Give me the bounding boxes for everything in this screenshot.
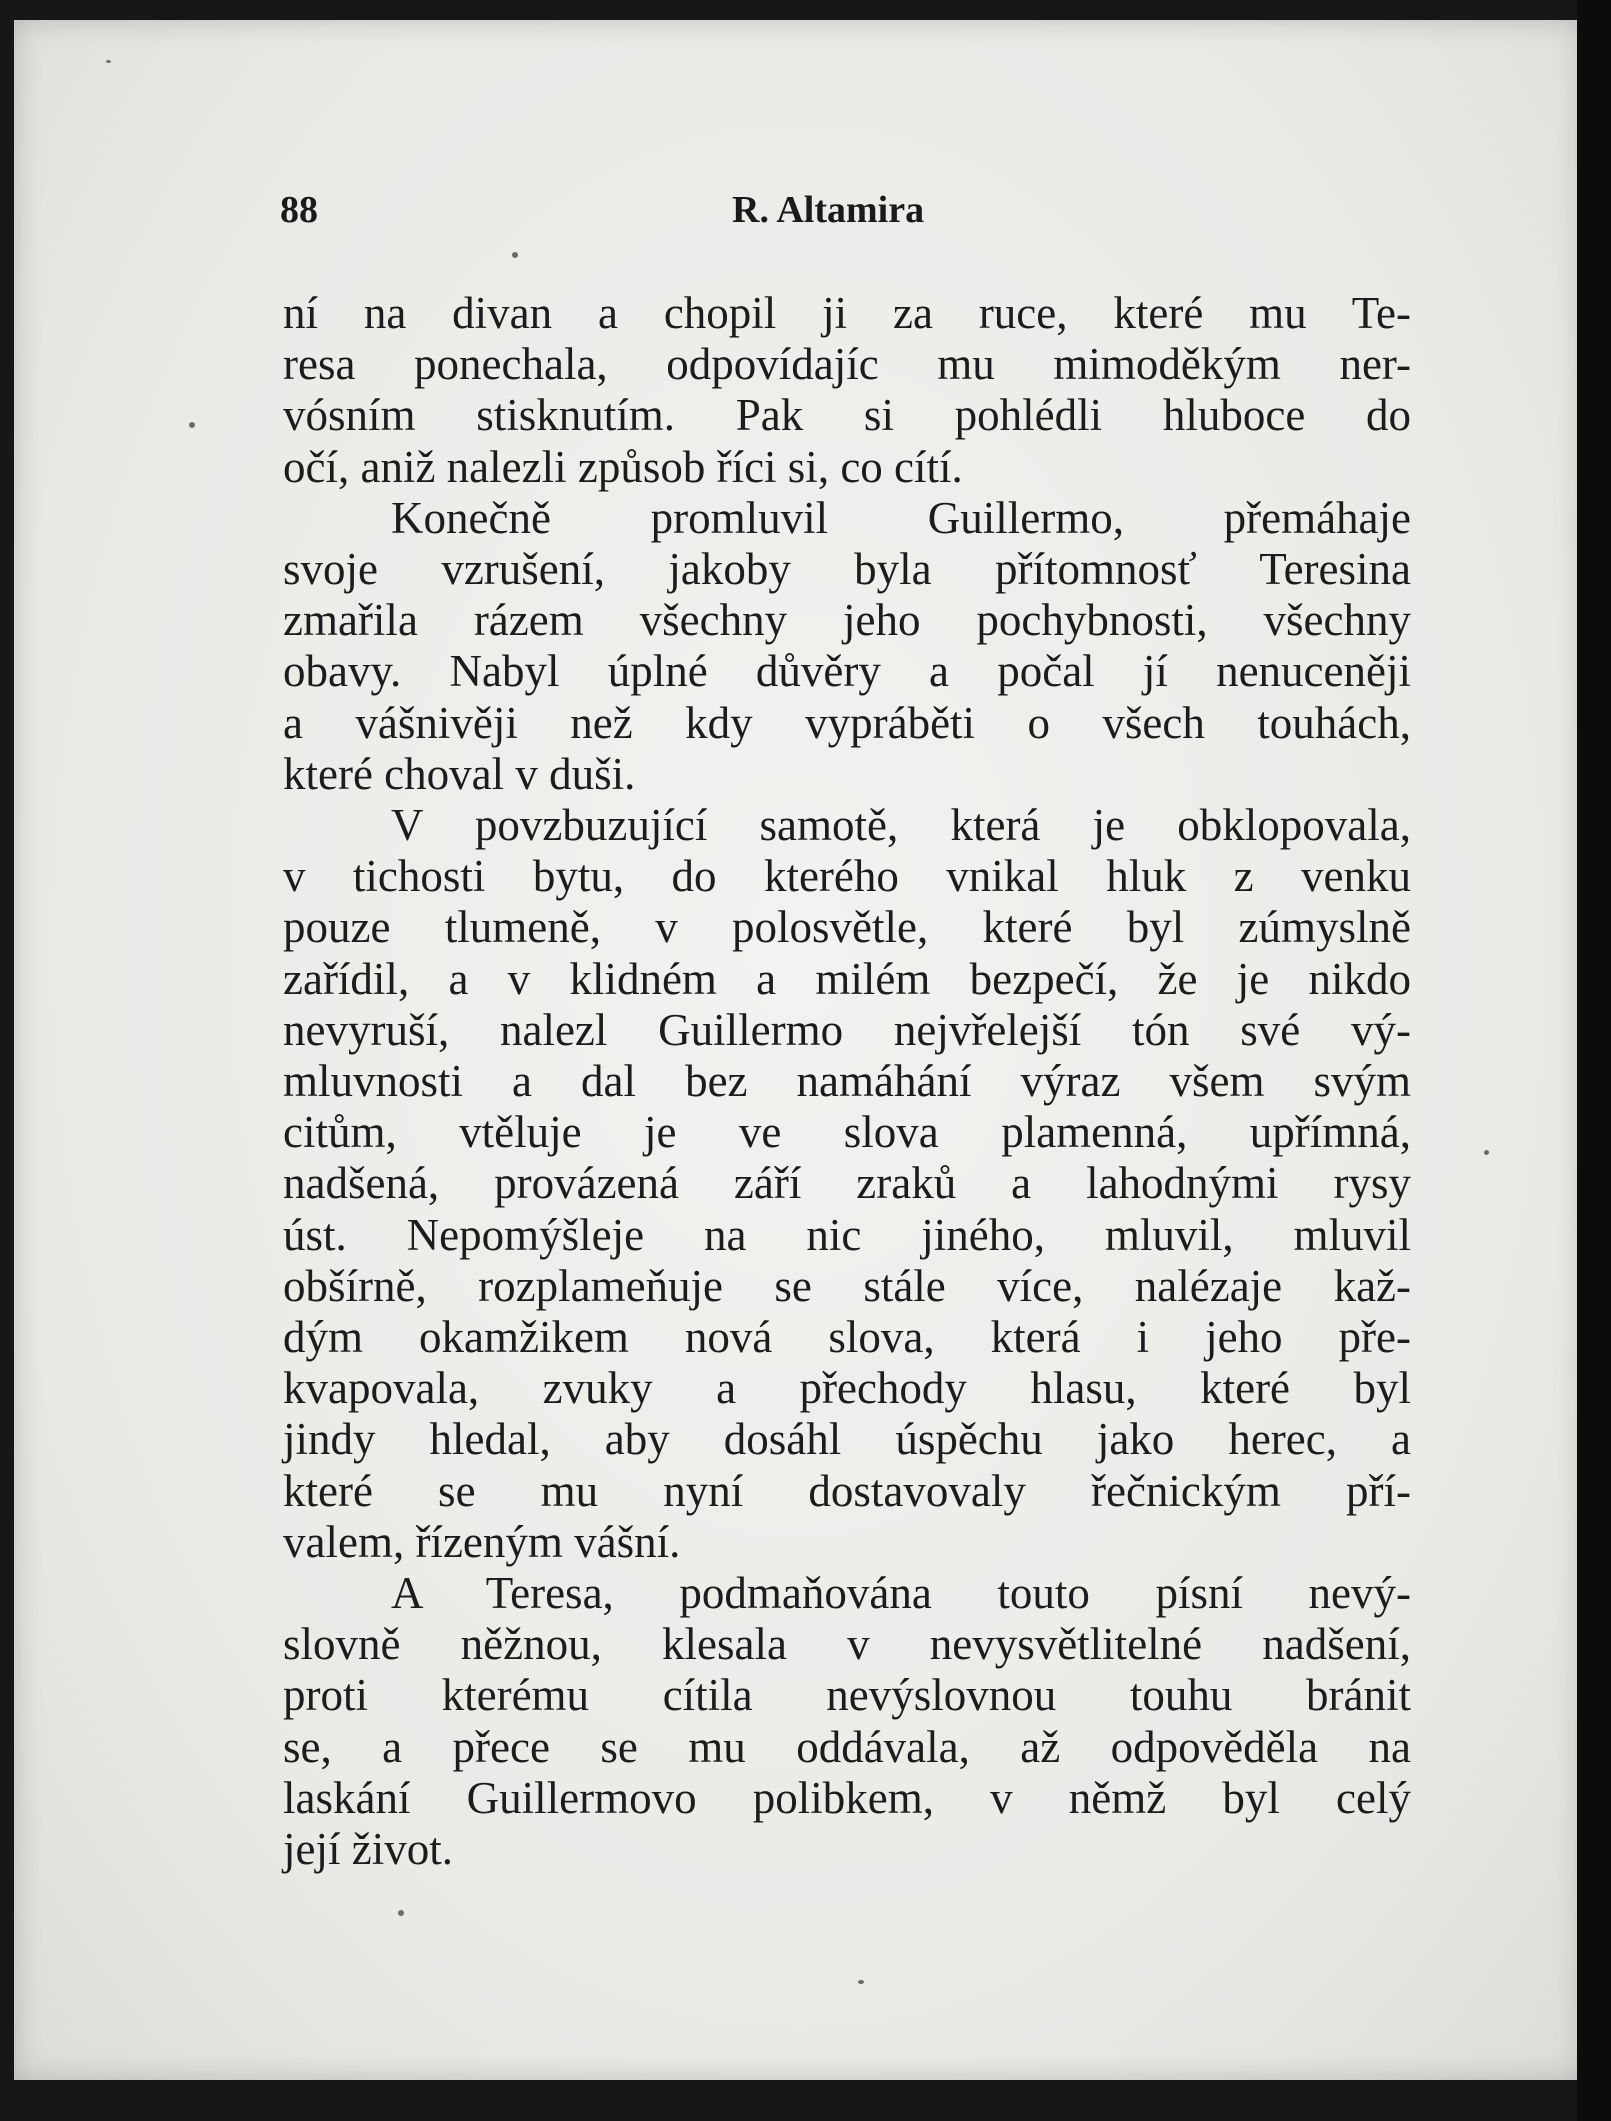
text-line: dým okamžikem nová slova, která i jeho pře- <box>283 1312 1411 1363</box>
page-number: 88 <box>280 189 318 231</box>
dust-speck <box>398 1910 404 1916</box>
text-line: pouze tlumeně, v polosvětle, které byl zúmyslně <box>283 902 1411 953</box>
text-line: její život. <box>283 1824 453 1875</box>
paragraph <box>283 800 1411 1568</box>
text-line: zmařila rázem všechny jeho pochybnosti, všechny <box>283 595 1411 646</box>
text-line: svoje vzrušení, jakoby byla přítomnosť Teresina <box>283 544 1411 595</box>
text-line: resa ponechala, odpovídajíc mu mimoděkým ner- <box>283 339 1411 390</box>
text-line: obavy. Nabyl úplné důvěry a počal jí nenuceněji <box>283 646 1411 697</box>
text-line: kvapovala, zvuky a přechody hlasu, které byl <box>283 1363 1411 1414</box>
paragraph <box>283 288 1411 493</box>
text-line: Konečně promluvil Guillermo, přemáhaje <box>391 492 1411 543</box>
text-line: slovně něžnou, klesala v nevysvětlitelné nadšení, <box>283 1619 1411 1670</box>
text-line: které choval v duši. <box>283 748 636 799</box>
page-header <box>280 188 1410 248</box>
body-text <box>283 288 1411 1875</box>
text-line: valem, řízeným vášní. <box>283 1516 681 1567</box>
scan-edge <box>1577 0 1611 2121</box>
text-line: V povzbuzující samotě, která je obklopovala, <box>391 800 1411 851</box>
dust-speck <box>189 422 195 428</box>
paragraph <box>283 493 1411 800</box>
dust-speck <box>106 60 111 63</box>
text-line: které se mu nyní dostavovaly řečnickým pří- <box>283 1465 1411 1516</box>
text-line: laskání Guillermovo polibkem, v němž byl celý <box>283 1772 1411 1823</box>
text-line: očí, aniž nalezli způsob říci si, co cítí. <box>283 441 963 492</box>
text-line: obšírně, rozplameňuje se stále více, nalézaje kaž- <box>283 1260 1411 1311</box>
text-line: vósním stisknutím. Pak si pohlédli hluboce do <box>283 390 1411 441</box>
text-line: se, a přece se mu oddávala, až odpověděla na <box>283 1721 1411 1772</box>
dust-speck <box>1484 1150 1489 1155</box>
text-line: ní na divan a chopil ji za ruce, které mu Te- <box>283 288 1411 338</box>
dust-speck <box>512 252 518 258</box>
text-line: proti kterému cítila nevýslovnou touhu bránit <box>283 1670 1411 1721</box>
text-line: nadšená, provázená září zraků a lahodnými rysy <box>283 1158 1411 1209</box>
paragraph <box>283 1568 1411 1875</box>
text-line: v tichosti bytu, do kterého vnikal hluk z venku <box>283 851 1411 902</box>
text-line: nevyruší, nalezl Guillermo nejvřelejší tón své vý- <box>283 1004 1411 1055</box>
text-line: A Teresa, podmaňována touto písní nevý- <box>391 1568 1411 1619</box>
running-title: R. Altamira <box>732 189 925 231</box>
dust-speck <box>858 1980 864 1984</box>
text-line: mluvnosti a dal bez namáhání výraz všem svým <box>283 1056 1411 1107</box>
text-line: úst. Nepomýšleje na nic jiného, mluvil, mluvil <box>283 1209 1411 1260</box>
text-line: a vášnivěji než kdy vypráběti o všech touhách, <box>283 697 1411 748</box>
text-line: citům, vtěluje je ve slova plamenná, upřímná, <box>283 1107 1411 1158</box>
text-line: zařídil, a v klidném a milém bezpečí, že je nikdo <box>283 953 1411 1004</box>
text-line: jindy hledal, aby dosáhl úspěchu jako herec, a <box>283 1414 1411 1465</box>
